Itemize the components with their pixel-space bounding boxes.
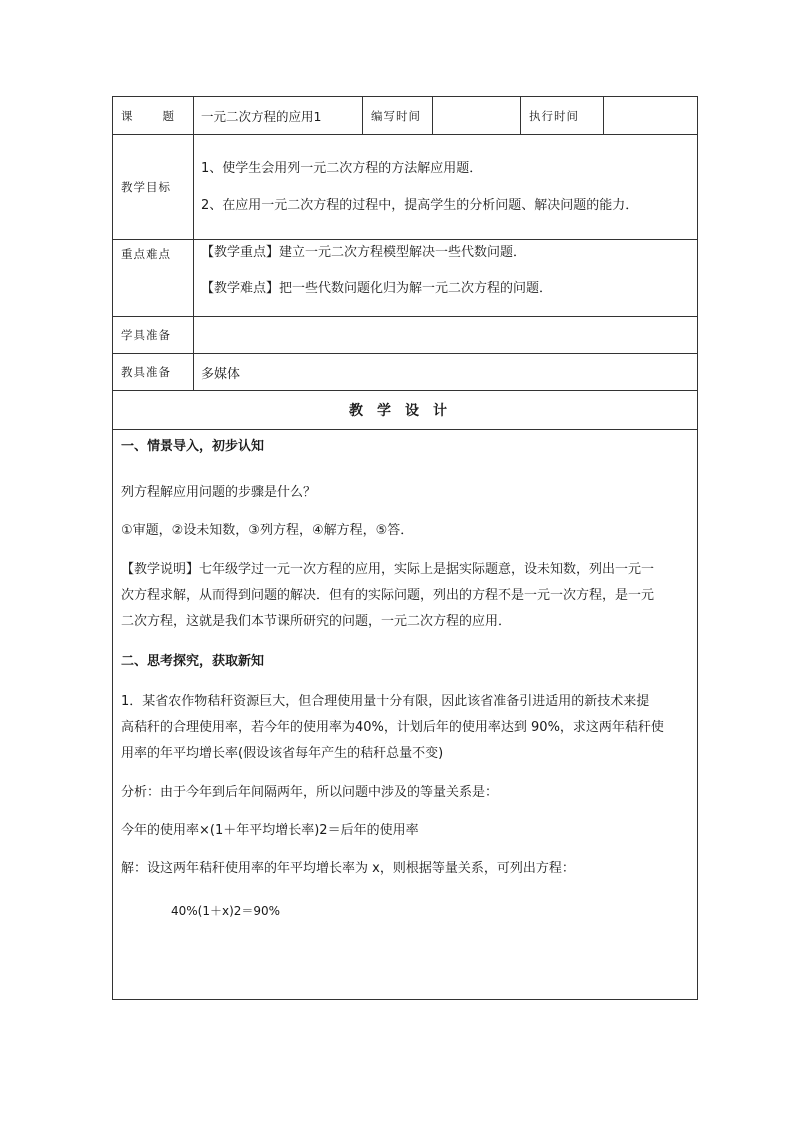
goal-item-2: 2、在应用一元二次方程的过程中，提高学生的分析问题、解决问题的能力． <box>201 197 639 213</box>
student-prep-label: 学具准备 <box>113 317 194 354</box>
teaching-note-line-3: 二次方程，这就是我们本节课所研究的问题，一元二次方程的应用． <box>121 614 512 629</box>
topic-label <box>121 108 175 124</box>
problem-line-3: 用率的年平均增长率(假设该省每年产生的秸秆总量不变) <box>121 746 444 761</box>
equation: 40%(1＋x)2＝90% <box>171 904 281 918</box>
topic-label-char-1: 课 <box>121 108 134 123</box>
goals-label: 教学目标 <box>113 135 194 240</box>
teaching-note-line-1: 【教学说明】七年级学过一元一次方程的应用，实际上是据实际题意，设未知数，列出一元一 <box>121 562 655 577</box>
write-time-value <box>433 97 521 135</box>
design-title-row <box>113 391 698 430</box>
keypoints-content <box>194 240 698 317</box>
topic-label-cell <box>113 97 194 135</box>
teacher-prep-value: 多媒体 <box>194 354 698 391</box>
goal-item-1: 1、使学生会用列一元二次方程的方法解应用题． <box>201 160 483 176</box>
student-prep-value <box>194 317 698 354</box>
section2-heading: 二、思考探究，获取新知 <box>121 654 265 669</box>
header-row <box>113 97 698 135</box>
topic-value: 一元二次方程的应用1 <box>194 97 363 135</box>
teaching-focus: 【教学重点】建立一元二次方程模型解决一些代数问题． <box>201 245 527 260</box>
design-title: 教学设计 <box>113 391 698 430</box>
exec-time-value <box>604 97 698 135</box>
keypoints-label: 重点难点 <box>113 240 194 317</box>
lesson-plan-table <box>112 96 698 1000</box>
equality-relation: 今年的使用率×(1＋年平均增长率)2＝后年的使用率 <box>121 823 419 838</box>
teaching-difficulty: 【教学难点】把一些代数问题化归为解一元二次方程的问题． <box>201 281 553 296</box>
topic-label-char-2: 题 <box>162 108 175 123</box>
goals-content <box>194 135 698 240</box>
write-time-label: 编写时间 <box>363 97 433 135</box>
design-content <box>113 430 698 1000</box>
solution-text: 解：设这两年秸秆使用率的年平均增长率为 x，则根据等量关系，可列出方程： <box>121 861 575 876</box>
section1-heading: 一、情景导入，初步认知 <box>121 439 265 454</box>
question-steps: 列方程解应用问题的步骤是什么？ <box>121 485 317 500</box>
analysis-text: 分析：由于今年到后年间隔两年，所以问题中涉及的等量关系是： <box>121 785 499 800</box>
student-prep-row <box>113 317 698 354</box>
goals-row <box>113 135 698 240</box>
teaching-note-line-2: 次方程求解，从而得到问题的解决．但有的实际问题，列出的方程不是一元一次方程，是一元 <box>121 588 655 603</box>
keypoints-row <box>113 240 698 317</box>
exec-time-label: 执行时间 <box>521 97 604 135</box>
design-content-row <box>113 430 698 1000</box>
teacher-prep-label: 教具准备 <box>113 354 194 391</box>
problem-line-1: 1．某省农作物秸秆资源巨大，但合理使用量十分有限，因此该省准备引进适用的新技术来提 <box>121 694 650 709</box>
teacher-prep-row <box>113 354 698 391</box>
steps-answer: ①审题，②设未知数，③列方程，④解方程，⑤答． <box>121 523 414 538</box>
problem-line-2: 高秸秆的合理使用率，若今年的使用率为40%，计划后年的使用率达到 90%，求这两年秸秆使 <box>121 720 664 735</box>
